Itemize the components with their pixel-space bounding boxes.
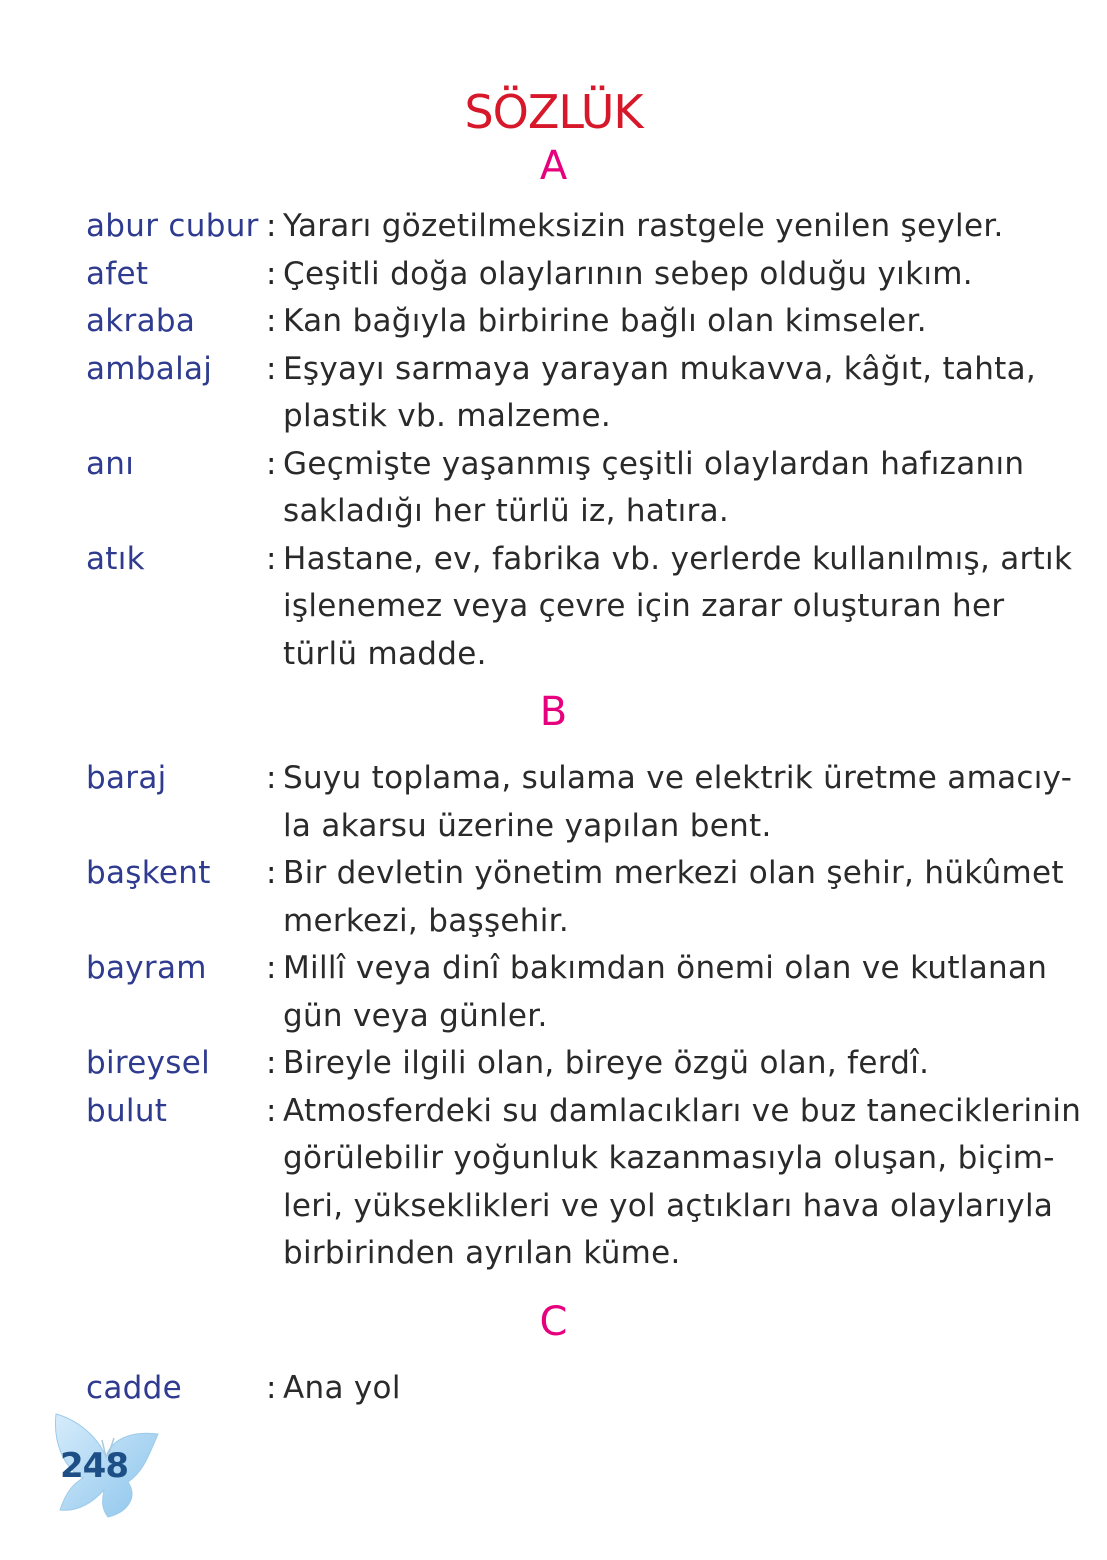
definition-line: Atmosferdeki su damlacıkları ve buz taneciklerinin (283, 1092, 1082, 1129)
dictionary-entry (86, 203, 1046, 251)
entry-term: baraj (86, 760, 167, 796)
entry-definition (283, 298, 927, 346)
definition-line: Bireyle ilgili olan, bireye özgü olan, ferdî. (283, 1045, 930, 1081)
entry-definition (283, 850, 1064, 945)
page-title: SÖZLÜK (464, 85, 643, 139)
dictionary-entry (86, 536, 1073, 679)
definition-line: Çeşitli doğa olaylarının sebep olduğu yıkım. (283, 255, 973, 292)
section-letter-c: C (539, 1299, 568, 1345)
definition-line: leri, yükseklikleri ve yol açtıkları hava olaylarıyla (283, 1187, 1054, 1224)
entry-term: afet (86, 255, 149, 292)
dictionary-entry (86, 1040, 1046, 1088)
definition-line: Geçmişte yaşanmış çeşitli olaylardan hafızanın (283, 445, 1025, 482)
entry-definition (283, 1040, 929, 1088)
entry-term: anı (86, 445, 135, 482)
definition-line: sakladığı her türlü iz, hatıra. (283, 493, 730, 529)
definition-line: merkezi, başşehir. (283, 902, 569, 939)
dictionary-entry (86, 1365, 1046, 1413)
entry-definition (283, 536, 1072, 679)
entry-separator: : (266, 1045, 277, 1081)
dictionary-entry (86, 850, 1064, 945)
entry-term: abur cubur (86, 208, 259, 244)
entry-term: bireysel (86, 1045, 211, 1081)
definition-line: Bir devletin yönetim merkezi olan şehir, hükûmet (283, 855, 1064, 891)
page-number-badge (48, 1412, 163, 1522)
definition-line: Ana yol (283, 1370, 401, 1406)
entry-separator: : (266, 760, 277, 796)
section-letter-b: B (539, 689, 568, 735)
definition-line: Kan bağıyla birbirine bağlı olan kimseler. (283, 303, 927, 339)
entry-separator: : (266, 855, 277, 891)
entry-definition (283, 1365, 401, 1413)
definition-line: Suyu toplama, sulama ve elektrik üretme amacıy- (283, 760, 1073, 796)
entry-definition (283, 346, 1036, 441)
entry-separator: : (266, 255, 277, 292)
entry-term: ambalaj (86, 350, 213, 387)
definition-line: birbirinden ayrılan küme. (283, 1235, 681, 1271)
dictionary-entry (86, 251, 1046, 299)
definition-line: Yararı gözetilmeksizin rastgele yenilen şeyler. (283, 208, 1004, 244)
entry-definition (283, 441, 1024, 536)
entry-separator: : (266, 540, 277, 577)
entry-separator: : (266, 208, 277, 244)
definition-line: görülebilir yoğunluk kazanmasıyla oluşan, biçim- (283, 1140, 1055, 1176)
entry-definition (283, 945, 1047, 1040)
definition-line: türlü madde. (283, 635, 487, 672)
dictionary-entry (86, 945, 1046, 1040)
entry-term: bulut (86, 1092, 168, 1129)
entry-term: atık (86, 540, 145, 577)
entry-term: başkent (86, 855, 211, 891)
definition-line: plastik vb. malzeme. (283, 398, 612, 434)
section-a (86, 203, 1073, 678)
dictionary-entry (86, 1088, 1082, 1278)
entry-separator: : (266, 1370, 277, 1406)
entry-term: cadde (86, 1370, 182, 1406)
page-number: 248 (60, 1446, 128, 1486)
dictionary-entry (86, 298, 1046, 346)
definition-line: gün veya günler. (283, 997, 548, 1034)
entry-separator: : (266, 1092, 277, 1129)
dictionary-entry (86, 441, 1046, 536)
entry-definition (283, 251, 973, 299)
section-c (86, 1365, 1046, 1413)
dictionary-entry (86, 755, 1073, 850)
entry-definition (283, 1088, 1081, 1278)
entry-definition (283, 203, 1004, 251)
definition-line: Eşyayı sarmaya yarayan mukavva, kâğıt, tahta, (283, 350, 1037, 387)
entry-separator: : (266, 950, 277, 986)
definition-line: la akarsu üzerine yapılan bent. (283, 807, 772, 844)
entry-separator: : (266, 303, 277, 339)
section-b (86, 755, 1082, 1278)
definition-line: işlenemez veya çevre için zarar oluşturan her (283, 588, 1005, 624)
entry-separator: : (266, 350, 277, 387)
definition-line: Hastane, ev, fabrika vb. yerlerde kullanılmış, artık (283, 540, 1073, 577)
entry-definition (283, 755, 1072, 850)
section-letter-a: A (539, 143, 568, 189)
dictionary-entry (86, 346, 1046, 441)
entry-term: akraba (86, 303, 196, 339)
entry-term: bayram (86, 950, 207, 986)
definition-line: Millî veya dinî bakımdan önemi olan ve kutlanan (283, 950, 1048, 986)
entry-separator: : (266, 445, 277, 482)
